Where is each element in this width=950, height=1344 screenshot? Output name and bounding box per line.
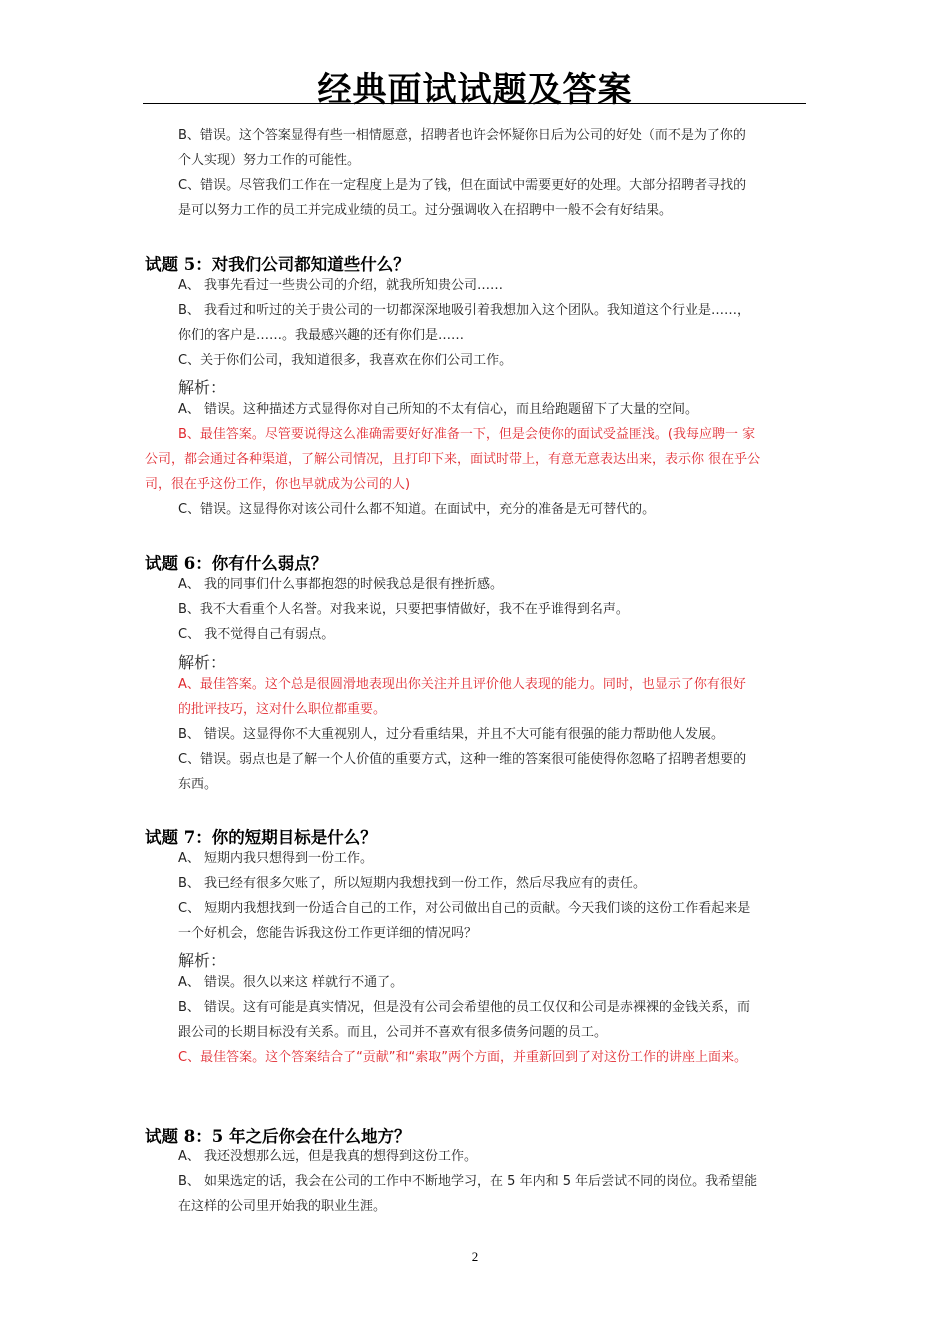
option-line: B、 我已经有很多欠账了，所以短期内我想找到一份工作，然后尽我应有的责任。: [178, 876, 647, 891]
page-number: 2: [471, 1249, 479, 1264]
option-line: B、 我看过和听过的关于贵公司的一切都深深地吸引着我想加入这个团队。我知道这个行业是……，: [178, 303, 751, 318]
analysis-line: A、 错误。很久以来这 样就行不通了。: [178, 975, 404, 990]
option-line: A、 短期内我只想得到一份工作。: [178, 851, 374, 866]
question-6-heading: 试题 6：你有什么弱点？: [145, 554, 328, 573]
best-answer-line: 司，很在乎这份工作，你也早就成为公司的人): [145, 477, 411, 492]
best-answer-line: 公司，都会通过各种渠道，了解公司情况，且打印下来，面试时带上，有意无意表达出来，表示你 很在乎公: [145, 452, 761, 467]
option-line: B、 如果选定的话，我会在公司的工作中不断地学习，在 5 年内和 5 年后尝试不同的岗位。我希望能: [178, 1174, 758, 1189]
analysis-line: 东西。: [178, 777, 218, 792]
option-line: 一个好机会，您能告诉我这份工作更详细的情况吗？: [178, 926, 478, 941]
analysis-line: C、错误。这显得你对该公司什么都不知道。在面试中，充分的准备是无可替代的。: [178, 502, 656, 517]
analysis-line: B、 错误。这有可能是真实情况，但是没有公司会希望他的员工仅仅和公司是赤裸裸的金钱关系，而: [178, 1000, 751, 1015]
option-line: 在这样的公司里开始我的职业生涯。: [178, 1199, 387, 1214]
option-line: 你们的客户是……。我最感兴趣的还有你们是……: [178, 328, 465, 343]
question-5-heading: 试题 5：对我们公司都知道些什么？: [145, 255, 410, 274]
document-title: 经典面试试题及答案: [317, 70, 633, 110]
analysis-line: B、 错误。这显得你不大重视别人，过分看重结果，并且不大可能有很强的能力帮助他人发展。: [178, 727, 725, 742]
option-line: C、 短期内我想找到一份适合自己的工作，对公司做出自己的贡献。今天我们谈的这份工作看起来是: [178, 901, 751, 916]
best-answer-line: B、最佳答案。尽管要说得这么准确需要好好准备一下，但是会使你的面试受益匪浅。(我每应聘一 家: [178, 427, 756, 442]
option-line: A、 我事先看过一些贵公司的介绍，就我所知贵公司……: [178, 278, 504, 293]
analysis-line: 跟公司的长期目标没有关系。而且，公司并不喜欢有很多债务问题的员工。: [178, 1025, 608, 1040]
question-8-heading: 试题 8：5 年之后你会在什么地方？: [145, 1127, 411, 1146]
option-line: B、我不大看重个人名誉。对我来说，只要把事情做好，我不在乎谁得到名声。: [178, 602, 629, 617]
best-answer-line: 的批评技巧，这对什么职位都重要。: [178, 702, 387, 717]
analysis-line: C、错误。弱点也是了解一个人价值的重要方式，这种一维的答案很可能使得你忽略了招聘者想要的: [178, 752, 747, 767]
question-7-heading: 试题 7：你的短期目标是什么？: [145, 828, 377, 847]
analysis-line: A、 错误。这种描述方式显得你对自己所知的不太有信心，而且给跑题留下了大量的空间。: [178, 402, 699, 417]
intro-line: 个人实现）努力工作的可能性。: [178, 153, 361, 168]
option-line: C、 我不觉得自己有弱点。: [178, 627, 335, 642]
analysis-label: 解析：: [178, 378, 227, 397]
option-line: A、 我的同事们什么事都抱怨的时候我总是很有挫折感。: [178, 577, 504, 592]
analysis-label: 解析：: [178, 653, 227, 672]
intro-line: 是可以努力工作的员工并完成业绩的员工。过分强调收入在招聘中一般不会有好结果。: [178, 203, 673, 218]
intro-line: C、错误。尽管我们工作在一定程度上是为了钱，但在面试中需要更好的处理。大部分招聘者寻找的: [178, 178, 747, 193]
title-underline: [143, 103, 806, 104]
intro-line: B、错误。这个答案显得有些一相情愿意，招聘者也许会怀疑你日后为公司的好处（而不是为了你的: [178, 128, 746, 143]
option-line: C、关于你们公司，我知道很多，我喜欢在你们公司工作。: [178, 353, 513, 368]
analysis-label: 解析：: [178, 951, 227, 970]
best-answer-line: A、最佳答案。这个总是很圆滑地表现出你关注并且评价他人表现的能力。同时，也显示了你有很好: [178, 677, 746, 692]
option-line: A、 我还没想那么远，但是我真的想得到这份工作。: [178, 1149, 478, 1164]
best-answer-line: C、最佳答案。这个答案结合了“贡献”和“索取”两个方面，并重新回到了对这份工作的讲座上面来。: [178, 1050, 748, 1065]
